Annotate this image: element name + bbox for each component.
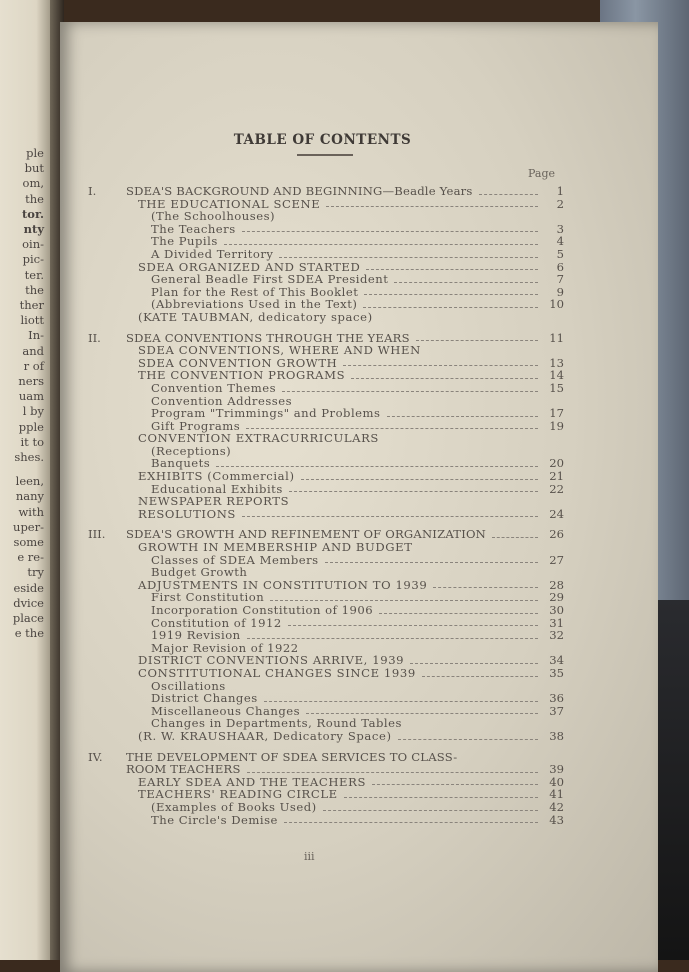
toc-page-number: 21 — [549, 469, 564, 484]
dot-leader — [394, 282, 538, 283]
left-page-line: leen, — [15, 474, 44, 489]
dot-leader — [416, 340, 538, 341]
toc-entry-title: Plan for the Rest of This Booklet — [151, 284, 359, 299]
dot-leader — [270, 600, 538, 601]
dot-leader — [325, 562, 538, 563]
toc-entry-title: ROOM TEACHERS — [126, 762, 241, 777]
dot-leader — [242, 516, 538, 517]
dot-leader — [216, 466, 538, 467]
left-page-line: uam — [18, 389, 44, 404]
dot-leader — [306, 713, 538, 714]
toc-entry-title: Program "Trimmings" and Problems — [151, 406, 381, 421]
toc-entry-title: Oscillations — [151, 678, 226, 693]
toc-page-number: 37 — [549, 703, 564, 718]
toc-page-number: 19 — [549, 418, 564, 433]
toc-page-number: 35 — [549, 665, 564, 680]
toc-entry-title: SDEA ORGANIZED AND STARTED — [138, 259, 361, 274]
toc-entry-title: GROWTH IN MEMBERSHIP AND BUDGET — [138, 540, 413, 555]
left-page-line: liott — [20, 313, 44, 328]
left-page-line: tor. — [22, 206, 44, 221]
left-page-line: ter. — [24, 267, 44, 282]
toc-entry-title: The Pupils — [151, 234, 218, 249]
toc-list — [88, 185, 564, 826]
dot-leader — [366, 269, 538, 270]
dot-leader — [343, 365, 538, 366]
toc-page-number: 29 — [549, 590, 564, 605]
dot-leader — [242, 231, 538, 232]
toc-page-number: 20 — [549, 456, 564, 471]
dot-leader — [323, 810, 538, 811]
toc-page-number: 3 — [556, 221, 564, 236]
left-page-line: e re- — [17, 550, 44, 565]
toc-page-number: 4 — [556, 234, 564, 249]
toc-entry-title: CONSTITUTIONAL CHANGES SINCE 1939 — [138, 665, 416, 680]
section-numeral: IV. — [88, 749, 103, 764]
toc-page-number: 22 — [549, 481, 564, 496]
dot-leader — [363, 307, 538, 308]
toc-entry-title: Changes in Departments, Round Tables — [151, 716, 402, 731]
dot-leader — [264, 701, 538, 702]
dot-leader — [410, 663, 538, 664]
page-column-header: Page — [528, 167, 556, 180]
toc-page-number: 24 — [549, 506, 564, 521]
toc-page-number: 43 — [549, 812, 564, 827]
dot-leader — [301, 479, 538, 480]
dot-leader — [288, 625, 538, 626]
toc-entry-title: DISTRICT CONVENTIONS ARRIVE, 1939 — [138, 653, 405, 668]
background-shadow — [655, 600, 689, 960]
dot-leader — [433, 587, 538, 588]
toc-page-number: 32 — [549, 628, 564, 643]
left-page — [0, 0, 56, 960]
toc-entry — [88, 566, 564, 579]
left-page-line: eside — [13, 580, 44, 595]
left-page-text — [13, 146, 44, 642]
left-page-line: pic- — [22, 252, 44, 267]
toc-entry-title: (Abbreviations Used in the Text) — [151, 297, 358, 312]
toc-entry-title: (The Schoolhouses) — [151, 209, 276, 224]
dot-leader — [247, 638, 538, 639]
section-numeral: II. — [88, 330, 101, 345]
left-page-line — [13, 465, 44, 474]
toc-entry — [88, 311, 564, 324]
toc-entry — [88, 382, 564, 395]
toc-page-number: 39 — [549, 762, 564, 777]
left-page-line: oin- — [22, 237, 44, 252]
toc-entry-title: Gift Programs — [151, 418, 241, 433]
toc-entry-title: District Changes — [151, 691, 258, 706]
toc-page — [60, 22, 658, 972]
left-page-line: shes. — [14, 450, 44, 465]
toc-entry-title: (Receptions) — [151, 443, 232, 458]
dot-leader — [284, 822, 538, 823]
toc-entry-title: Banquets — [151, 456, 211, 471]
dot-leader — [282, 391, 538, 392]
dot-leader — [372, 784, 538, 785]
toc-entry — [88, 210, 564, 223]
toc-page-number: 34 — [549, 653, 564, 668]
toc-entry — [88, 692, 564, 705]
toc-entry-title: TEACHERS' READING CIRCLE — [138, 787, 338, 802]
toc-page-number: 13 — [549, 355, 564, 370]
toc-entry-title: SDEA'S BACKGROUND AND BEGINNING—Beadle Years — [126, 184, 473, 198]
toc-entry-title: EXHIBITS (Commercial) — [138, 469, 295, 484]
dot-leader — [379, 613, 538, 614]
dot-leader — [364, 294, 538, 295]
toc-page-number: 27 — [549, 552, 564, 567]
toc-entry-title: (Examples of Books Used) — [151, 799, 317, 814]
dot-leader — [422, 676, 538, 677]
toc-page-number: 5 — [556, 246, 564, 261]
toc-entry — [88, 185, 564, 198]
toc-entry — [88, 508, 564, 521]
left-page-line: and — [22, 343, 44, 358]
left-page-line: ple — [26, 146, 44, 160]
toc-entry — [88, 344, 564, 357]
toc-entry — [88, 541, 564, 554]
left-page-line: l by — [22, 404, 44, 419]
page-title: TABLE OF CONTENTS — [233, 132, 412, 148]
section-numeral: III. — [88, 527, 106, 542]
dot-leader — [247, 772, 538, 773]
toc-entry — [88, 407, 564, 420]
toc-entry — [88, 730, 564, 743]
toc-page-number: 11 — [549, 330, 564, 345]
toc-entry — [88, 801, 564, 814]
toc-entry — [88, 432, 564, 445]
toc-entry — [88, 248, 564, 261]
left-page-line: In- — [28, 328, 44, 343]
title-rule — [297, 154, 353, 156]
toc-entry — [88, 629, 564, 642]
toc-entry-title: Classes of SDEA Members — [151, 552, 319, 567]
toc-entry — [88, 814, 564, 827]
toc-page-number: 31 — [549, 615, 564, 630]
left-page-line: uper- — [13, 519, 44, 534]
toc-page-number: 14 — [549, 368, 564, 383]
toc-entry-title: THE DEVELOPMENT OF SDEA SERVICES TO CLASS- — [126, 749, 458, 764]
left-page-line: try — [27, 565, 44, 580]
dot-leader — [289, 491, 538, 492]
toc-entry-title: ADJUSTMENTS IN CONSTITUTION TO 1939 — [138, 577, 428, 592]
toc-page-number: 1 — [556, 184, 564, 198]
left-page-line: with — [18, 504, 44, 519]
section-numeral: I. — [88, 184, 97, 198]
toc-entry-title: THE EDUCATIONAL SCENE — [138, 196, 321, 211]
toc-entry — [88, 667, 564, 680]
toc-entry-title: Major Revision of 1922 — [151, 640, 299, 655]
toc-page-number: 30 — [549, 603, 564, 617]
toc-entry-title: First Constitution — [151, 590, 265, 605]
toc-page-number: 28 — [549, 577, 564, 592]
dot-leader — [351, 378, 538, 379]
toc-entry-title: SDEA'S GROWTH AND REFINEMENT OF ORGANIZATION — [126, 527, 487, 542]
left-page-line: but — [24, 161, 44, 176]
left-page-line: some — [13, 535, 44, 550]
toc-entry-title: Miscellaneous Changes — [151, 703, 301, 718]
left-page-line: nany — [15, 489, 44, 504]
dot-leader — [279, 257, 538, 258]
page-number: iii — [304, 850, 315, 863]
dot-leader — [479, 194, 538, 195]
toc-entry-title: Convention Addresses — [151, 393, 293, 408]
toc-entry-title: The Teachers — [151, 221, 236, 236]
toc-entry-title: Educational Exhibits — [151, 481, 283, 496]
toc-entry — [88, 604, 564, 617]
dot-leader — [224, 244, 538, 245]
toc-entry-title: A Divided Territory — [151, 246, 274, 261]
toc-entry-title: SDEA CONVENTIONS THROUGH THE YEARS — [126, 330, 410, 345]
toc-entry-title: CONVENTION EXTRACURRICULARS — [138, 431, 379, 446]
toc-entry-title: The Circle's Demise — [151, 812, 278, 827]
left-page-line: it to — [20, 434, 44, 449]
dot-leader — [492, 537, 538, 538]
toc-entry — [88, 495, 564, 508]
toc-entry — [88, 763, 564, 776]
toc-entry-title: 1919 Revision — [151, 628, 241, 643]
left-page-line: place — [12, 611, 44, 626]
toc-entry-title: Incorporation Constitution of 1906 — [151, 603, 374, 617]
left-page-line: dvice — [13, 595, 44, 610]
left-page-line: ther — [19, 298, 44, 313]
dot-leader — [326, 206, 538, 207]
toc-page-number: 42 — [549, 799, 564, 814]
left-page-line: pple — [18, 419, 44, 434]
toc-page-number: 7 — [556, 272, 564, 287]
dot-leader — [246, 428, 538, 429]
toc-page-number: 36 — [549, 691, 564, 706]
toc-page-number: 41 — [549, 787, 564, 802]
toc-entry-title: Constitution of 1912 — [151, 615, 282, 630]
left-page-line: e the — [14, 626, 44, 641]
left-page-line: ners — [18, 374, 44, 389]
toc-page-number: 2 — [556, 196, 564, 211]
toc-entry-title: Budget Growth — [151, 565, 248, 580]
toc-entry — [88, 470, 564, 483]
toc-page-number: 9 — [556, 284, 564, 299]
toc-entry-title: RESOLUTIONS — [138, 506, 236, 521]
toc-page-number: 10 — [549, 297, 564, 312]
dot-leader — [344, 797, 538, 798]
toc-entry-title: Convention Themes — [151, 380, 277, 395]
toc-entry-title: EARLY SDEA AND THE TEACHERS — [138, 774, 366, 789]
toc-page-number: 15 — [549, 380, 564, 395]
toc-entry-title: (R. W. KRAUSHAAR, Dedicatory Space) — [138, 728, 392, 743]
left-page-line: r of — [23, 358, 44, 373]
toc-page-number: 38 — [549, 728, 564, 743]
toc-page-number: 40 — [549, 774, 564, 789]
toc-page-number: 26 — [549, 527, 564, 542]
toc-entry-title: SDEA CONVENTION GROWTH — [138, 355, 338, 370]
left-page-line: the — [25, 191, 44, 206]
toc-entry-title: SDEA CONVENTIONS, WHERE AND WHEN — [138, 343, 421, 358]
left-page-line: om, — [22, 176, 44, 191]
dot-leader — [387, 416, 539, 417]
toc-page-number: 6 — [556, 259, 564, 274]
toc-entry-title: (KATE TAUBMAN, dedicatory space) — [138, 309, 373, 324]
dot-leader — [398, 739, 538, 740]
left-page-line: nty — [23, 222, 44, 237]
toc-entry-title: THE CONVENTION PROGRAMS — [138, 368, 346, 383]
left-page-line: the — [25, 282, 44, 297]
toc-entry-title: NEWSPAPER REPORTS — [138, 494, 290, 509]
toc-page-number: 17 — [549, 406, 564, 421]
toc-entry-title: General Beadle First SDEA President — [151, 272, 389, 287]
toc-entry — [88, 273, 564, 286]
